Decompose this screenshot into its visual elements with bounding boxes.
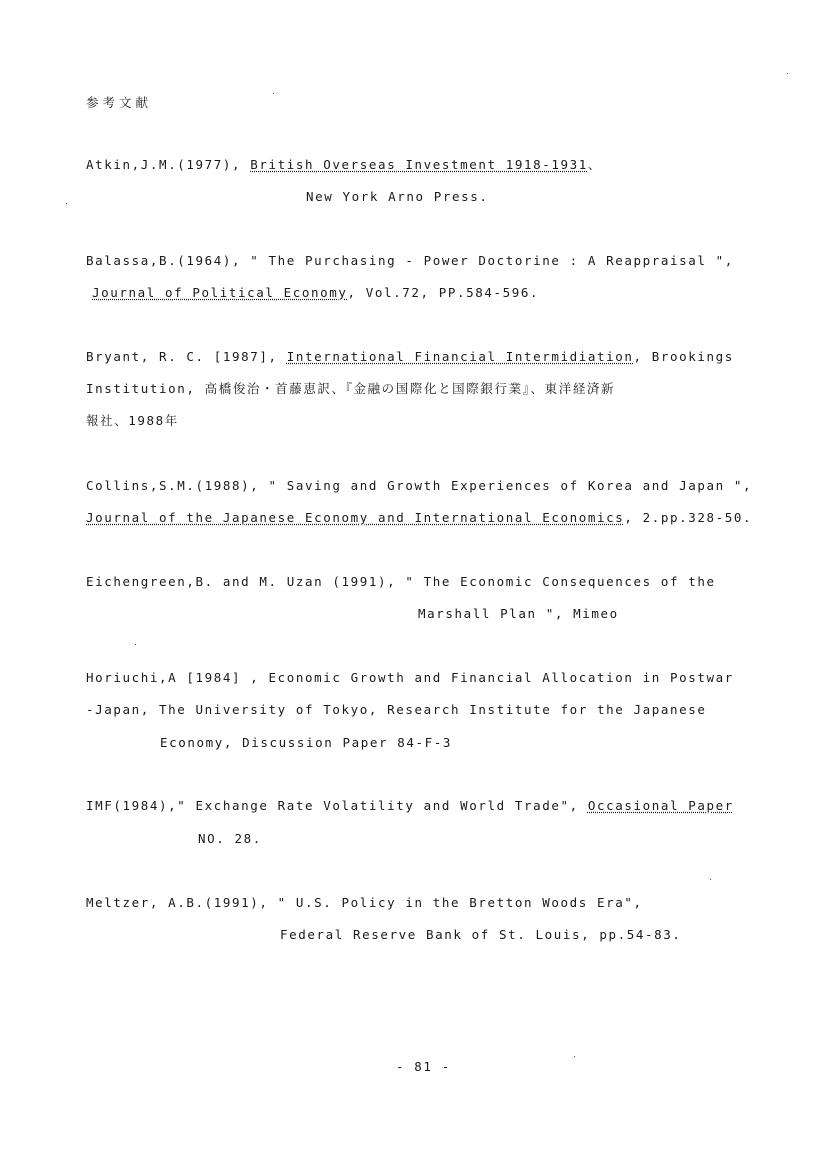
reference-text: 報社、1988年 (86, 413, 179, 428)
reference-text: Institution, 高橋俊治・首藤恵訳、『金融の国際化と国際銀行業』、東洋経済新 (86, 381, 616, 396)
reference-text: Economy, Discussion Paper 84-F-3 (160, 735, 453, 750)
scan-speck (787, 73, 788, 74)
reference-text: , Brookings (633, 349, 734, 364)
reference-entry (92, 285, 539, 301)
reference-entry (86, 349, 734, 365)
reference-entry: Horiuchi,A [1984] , Economic Growth and Financial Allocation in Postwar (86, 670, 734, 685)
reference-entry: Collins,S.M.(1988), " Saving and Growth Experiences of Korea and Japan ", (86, 478, 753, 493)
reference-title: British Overseas Investment 1918-1931 (250, 157, 588, 172)
reference-title: International Financial Intermidiation (286, 349, 634, 364)
scan-speck (135, 644, 136, 645)
scan-speck (710, 879, 711, 880)
reference-text: , 2.pp.328-50. (624, 510, 753, 525)
reference-text: Federal Reserve Bank of St. Louis, pp.54-83. (280, 927, 682, 942)
reference-entry: Eichengreen,B. and M. Uzan (1991), " The Economic Consequences of the (86, 574, 716, 589)
reference-entry: Meltzer, A.B.(1991), " U.S. Policy in the Bretton Woods Era", (86, 895, 643, 910)
scan-speck (273, 93, 274, 94)
reference-author: Bryant, R. C. [1987], (86, 349, 287, 364)
reference-entry: Balassa,B.(1964), " The Purchasing - Power Doctorine : A Reappraisal ", (86, 253, 734, 268)
reference-text: -Japan, The University of Tokyo, Research Institute for the Japanese (86, 702, 707, 717)
reference-journal: Journal of the Japanese Economy and International Economics (86, 510, 625, 525)
reference-text: , Vol.72, PP.584-596. (347, 285, 540, 300)
reference-entry (86, 157, 602, 173)
reference-entry (86, 798, 734, 814)
scan-speck (66, 203, 67, 204)
reference-author: IMF(1984)," Exchange Rate Volatility and World Trade", (86, 798, 588, 813)
reference-journal: Journal of Political Economy (92, 285, 348, 300)
reference-text: 、 (587, 157, 603, 172)
reference-text: NO. 28. (198, 831, 262, 846)
references-heading: 参考文献 (86, 95, 153, 110)
scan-speck (574, 1056, 575, 1057)
reference-entry (86, 510, 752, 526)
reference-text: Marshall Plan ", Mimeo (418, 606, 619, 621)
reference-author: Atkin,J.M.(1977), (86, 157, 251, 172)
page-number: - 81 - (396, 1059, 451, 1074)
reference-text: New York Arno Press. (306, 189, 489, 204)
reference-title: Occasional Paper (587, 798, 734, 813)
